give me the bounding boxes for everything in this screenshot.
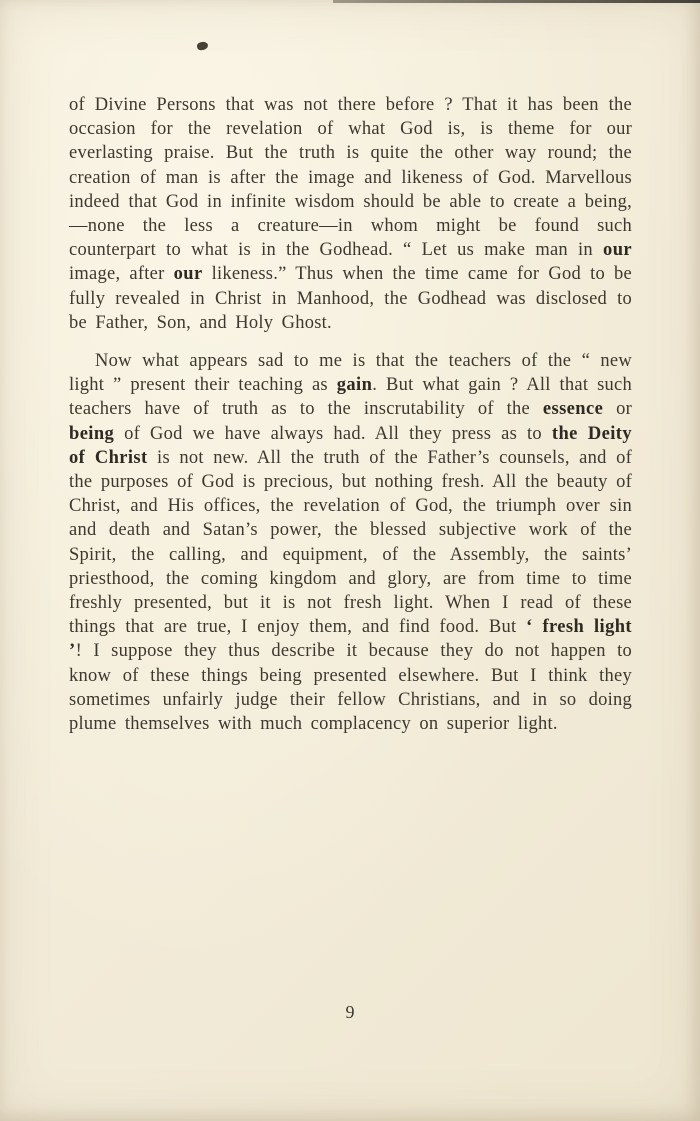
text-segment: is not new. All the truth of the Father’s counsels, and of the purposes of God is precious, but nothing fresh. All the beauty of Christ, and His offices, the revelation of God, the triumph over sin and death and Satan’s power, the blessed subjective work of the Spirit, the calling, and equipment, of the Assembly, the saints’ priesthood, the coming kingdom and glory, are from time to time freshly presented, but it is not fresh light. When I read of these things that are true, I enjoy them, and find food. But bbox=[69, 447, 632, 638]
scan-top-edge-line bbox=[333, 0, 700, 3]
text-segment: ! I suppose they thus describe it because they do not happen to know of these things being presented elsewhere. But I think they sometimes unfairly judge their fellow Christians, and in so doing plume themselves with much complacency on superior light. bbox=[69, 641, 632, 735]
text-segment: of Divine Persons that was not there before ? That it has been the occasion for the revelation of what God is, is theme for our everlasting praise. But the truth is quite the other way round; the creation of man is after the image and likeness of God. Marvellous indeed that God in infinite wisdom should be able to create a being,—none the less a creature—in whom might be found such counterpart to what is in the Godhead. “ Let us make man in bbox=[69, 95, 632, 261]
text-segment: image, after bbox=[69, 264, 174, 285]
paragraph-1 bbox=[69, 93, 632, 335]
text-segment: Now what appears sad to me is that the teachers of the “ new light ” present their teaching as bbox=[69, 351, 632, 396]
text-segment-bold: our bbox=[173, 264, 203, 285]
text-segment-bold: being bbox=[69, 423, 115, 444]
text-segment: of God we have always had. All they press as to bbox=[114, 423, 552, 444]
text-segment: likeness.” Thus when the time came for God to be fully revealed in Christ in Manhood, the Godhead was disclosed to be Father, Son, and Holy Ghost. bbox=[69, 264, 632, 333]
text-segment: . But what gain ? All that such teachers have of truth as to the inscrutability of the bbox=[69, 375, 633, 420]
text-segment: or bbox=[603, 399, 633, 420]
text-segment-bold: the Deity of Christ bbox=[69, 423, 632, 468]
page-number: 9 bbox=[345, 1002, 355, 1022]
paragraph-2 bbox=[69, 349, 632, 736]
text-segment-bold: essence bbox=[542, 399, 604, 420]
ink-smudge-mark bbox=[196, 41, 209, 51]
text-segment-bold: ‘ fresh light ’ bbox=[69, 617, 632, 662]
text-segment-bold: gain bbox=[336, 375, 373, 396]
page-text-block bbox=[69, 93, 632, 736]
text-segment-bold: our bbox=[603, 240, 632, 261]
